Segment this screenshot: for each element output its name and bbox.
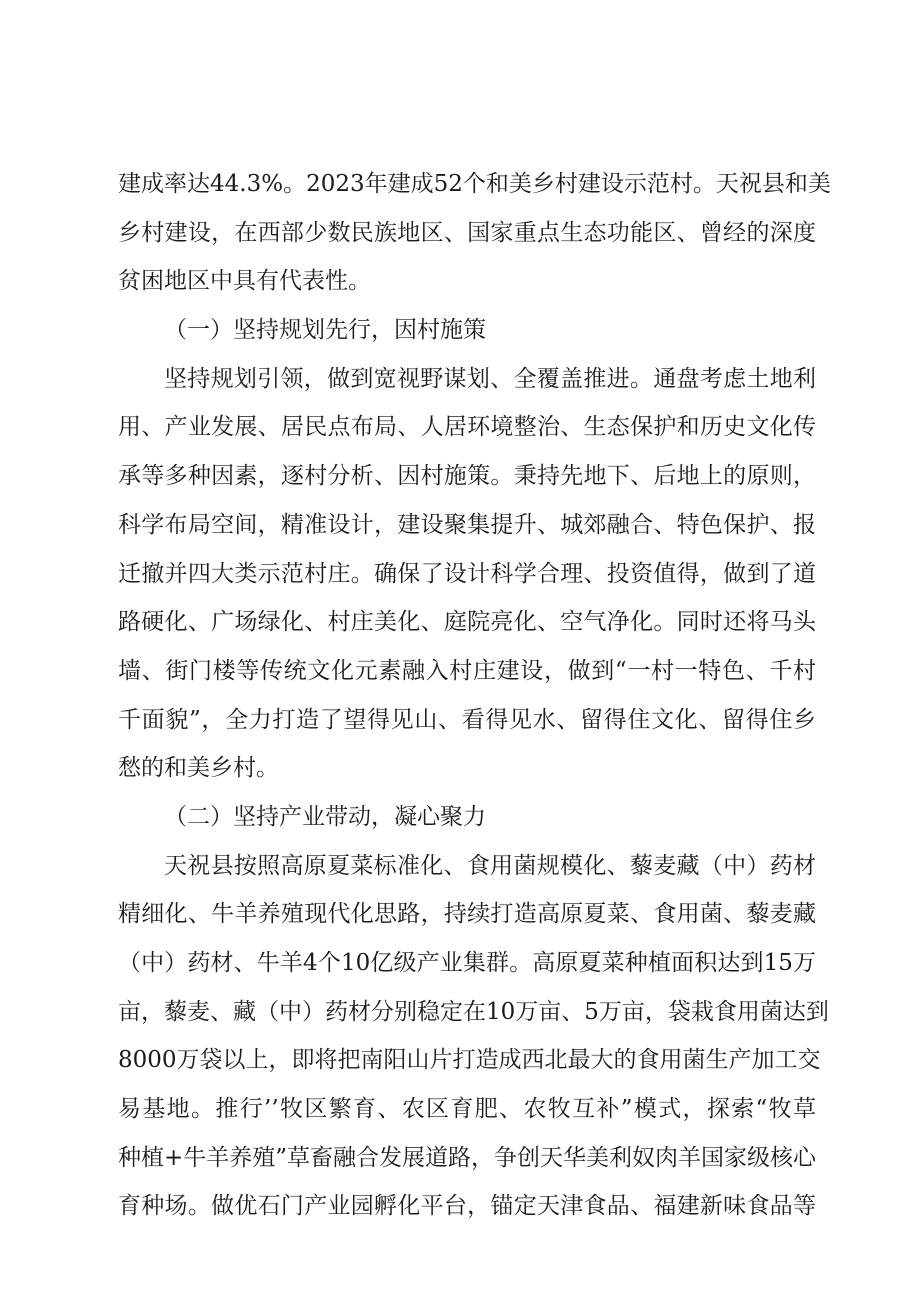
paragraph-2-line: 路硬化、广场绿化、村庄美化、庭院亮化、空气净化。同时还将马头 — [118, 609, 816, 636]
paragraph-2-line: 坚持规划引领，做到宽视野谋划、全覆盖推进。通盘考虑土地利 — [164, 365, 816, 392]
paragraph-2-line: 迁撤并四大类示范村庄。确保了设计科学合理、投资值得，做到了道 — [118, 560, 816, 587]
paragraph-2-line: 承等多种因素，逐村分析、因村施策。秉持先地下、后地上的原则， — [118, 463, 816, 490]
document-body — [118, 160, 831, 1231]
section-heading-2: （二）坚持产业带动，凝心聚力 — [164, 803, 486, 830]
paragraph-3-line: 育种场。做优石门产业园孵化平台，锚定天津食品、福建新味食品等 — [118, 1193, 816, 1220]
paragraph-1-line: 建成率达44.3%。2023年建成52个和美乡村建设示范村。天祝县和美 — [118, 171, 831, 197]
paragraph-2-line: 千面貌”，全力打造了望得见山、看得见水、留得住文化、留得住乡 — [118, 706, 816, 733]
paragraph-3-line: 天祝县按照高原夏菜标准化、食用菌规模化、藜麦藏（中）药材 — [164, 852, 816, 879]
paragraph-3-line: 种植+牛羊养殖”草畜融合发展道路，争创天华美利奴肉羊国家级核心 — [118, 1144, 817, 1171]
paragraph-2-line: 用、产业发展、居民点布局、人居环境整治、生态保护和历史文化传 — [118, 414, 816, 441]
paragraph-3-line: 亩，藜麦、藏（中）药材分别稳定在10万亩、5万亩，袋栽食用菌达到 — [118, 998, 829, 1025]
paragraph-2-line: 科学布局空间，精准设计，建设聚集提升、城郊融合、特色保护、报 — [118, 511, 816, 538]
paragraph-1-line: 乡村建设，在西部少数民族地区、国家重点生态功能区、曾经的深度 — [118, 219, 816, 246]
section-heading-1: （一）坚持规划先行，因村施策 — [164, 317, 486, 344]
paragraph-1-line: 贫困地区中具有代表性。 — [118, 268, 371, 295]
paragraph-2-line: 墙、街门楼等传统文化元素融入村庄建设，做到“一村一特色、千村 — [118, 657, 816, 684]
paragraph-3-line: 精细化、牛羊养殖现代化思路，持续打造高原夏菜、食用菌、藜麦藏 — [118, 901, 816, 928]
paragraph-3-line: 易基地。推行’’牧区繁育、农区育肥、农牧互补”模式，探索“牧草 — [118, 1096, 816, 1123]
paragraph-2-line: 愁的和美乡村。 — [118, 755, 279, 782]
paragraph-3-line: 8000万袋以上，即将把南阳山片打造成西北最大的食用菌生产加工交 — [118, 1047, 821, 1074]
paragraph-3-line: （中）药材、牛羊4个10亿级产业集群。高原夏菜种植面积达到15万 — [118, 950, 816, 976]
